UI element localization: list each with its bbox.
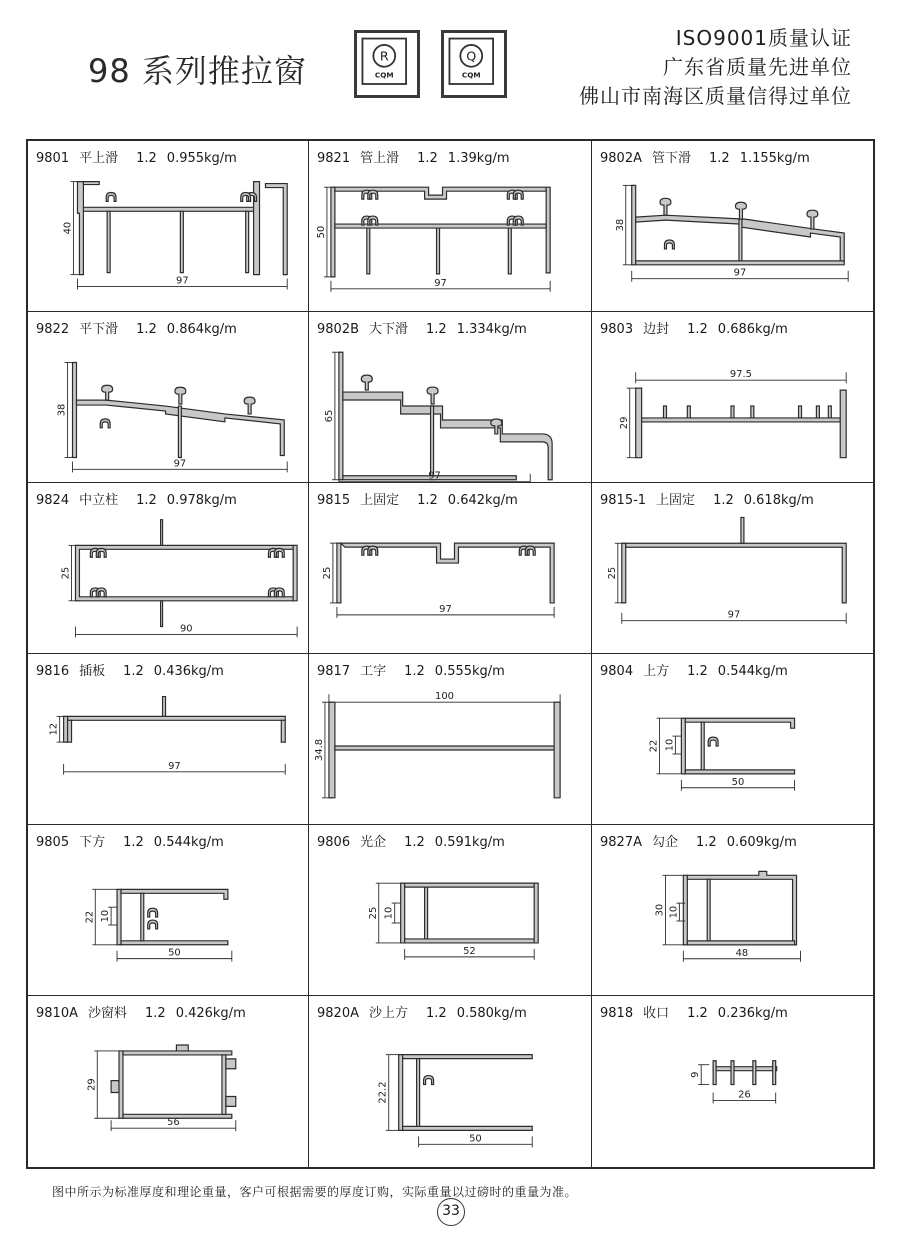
profile-section (121, 889, 228, 899)
profile-thickness: 1.2 (426, 1006, 447, 1021)
profile-header (600, 318, 798, 337)
runner-rib (807, 210, 818, 229)
height-dimension-label: 22 (84, 910, 96, 924)
profile-code: 9804 (600, 664, 634, 679)
profile-header (600, 1002, 798, 1021)
clip-hook (241, 192, 251, 201)
profile-header (36, 1002, 256, 1021)
profile-section (265, 184, 287, 275)
profile-header (36, 318, 247, 337)
profile-cell (592, 312, 873, 483)
profile-section (141, 893, 144, 940)
profile-name: 平下滑 (79, 322, 119, 337)
profile-weight: 0.436kg/m (153, 664, 224, 679)
profile-weight: 0.544kg/m (153, 835, 224, 850)
profile-section (163, 697, 166, 717)
width-dimension-label: 50 (731, 776, 745, 788)
runner-rib (361, 375, 372, 390)
profile-section (176, 1045, 188, 1051)
profile-section (73, 363, 77, 458)
profile-drawing (28, 1022, 308, 1167)
profile-header (317, 660, 515, 679)
profile-section (68, 716, 286, 720)
certifications (579, 24, 852, 111)
height-dimension-label: 22.2 (377, 1081, 389, 1104)
profile-section (840, 390, 846, 458)
profile-name: 收口 (643, 1006, 670, 1021)
profile-weight: 0.955kg/m (166, 151, 237, 166)
inner-dimension-label: 10 (664, 738, 676, 752)
profile-name: 光企 (360, 835, 387, 850)
width-dimension-label: 50 (469, 1133, 482, 1145)
profile-cell (28, 141, 309, 312)
profile-header (317, 831, 515, 850)
profile-cell (309, 312, 592, 483)
profile-drawing (309, 1022, 591, 1167)
profile-weight: 0.580kg/m (456, 1006, 527, 1021)
profile-cell (28, 654, 309, 825)
profile-code: 9810A (36, 1006, 78, 1021)
logo-caption: CQM (461, 70, 481, 80)
profile-drawing (592, 167, 873, 311)
profile-section (713, 1061, 716, 1085)
profile-cell (309, 825, 592, 996)
logo-caption: CQM (374, 70, 394, 80)
profile-cell (309, 483, 592, 654)
profile-section (683, 875, 687, 945)
profile-thickness: 1.2 (123, 664, 144, 679)
profile-thickness: 1.2 (687, 1006, 708, 1021)
profile-code: 9827A (600, 835, 642, 850)
height-dimension-label: 25 (321, 566, 333, 580)
profile-drawing (28, 851, 308, 995)
profile-drawing (28, 338, 308, 482)
height-dimension-label: 30 (654, 903, 666, 917)
clip-hook (148, 920, 158, 929)
profile-section (687, 406, 690, 418)
clip-hook (106, 192, 116, 201)
profile-section (773, 1061, 776, 1085)
profile-thickness: 1.2 (687, 322, 708, 337)
profile-section (107, 211, 110, 272)
profile-section (367, 228, 370, 274)
inner-dimension-label: 10 (668, 905, 680, 919)
profile-name: 勾企 (651, 835, 678, 850)
profile-section (739, 219, 742, 261)
clip-hook (274, 588, 284, 597)
clip-hook (100, 419, 110, 428)
profile-section (731, 1061, 734, 1085)
profile-section (437, 228, 440, 274)
profile-weight: 1.39kg/m (447, 151, 510, 166)
profile-code: 9801 (36, 151, 70, 166)
profile-cell (309, 996, 592, 1167)
height-dimension-label: 38 (614, 218, 626, 232)
profile-name: 上固定 (360, 493, 400, 508)
profile-section (632, 185, 636, 264)
profile-section (687, 871, 796, 944)
runner-rib (102, 385, 113, 400)
profile-weight: 0.642kg/m (447, 493, 518, 508)
width-dimension-label: 97 (173, 458, 187, 470)
page-number: 33 (437, 1198, 465, 1226)
profile-section (399, 1055, 403, 1131)
profile-header (317, 1002, 537, 1021)
profile-code: 9802B (317, 322, 360, 337)
clip-hook (274, 548, 284, 557)
profile-cell (592, 996, 873, 1167)
profile-section (335, 746, 554, 750)
height-dimension-label: 65 (323, 409, 335, 423)
profile-weight: 0.686kg/m (717, 322, 788, 337)
profile-section (622, 543, 626, 603)
cert-line: ISO9001质量认证 (675, 26, 852, 50)
profile-section (337, 543, 341, 603)
width-dimension-label: 97 (733, 267, 747, 279)
cqm-r-logo (354, 30, 420, 98)
profile-name: 沙窗料 (87, 1006, 127, 1021)
profile-drawing (592, 680, 873, 824)
profile-name: 上固定 (656, 493, 696, 508)
profile-name: 管下滑 (651, 151, 691, 166)
profile-section (119, 1051, 123, 1118)
profile-code: 9818 (600, 1006, 634, 1021)
profile-code: 9806 (317, 835, 351, 850)
profile-header (600, 147, 820, 166)
width-dimension-label: 97 (168, 760, 181, 772)
profile-header (36, 660, 234, 679)
profile-code: 9816 (36, 664, 70, 679)
profile-thickness: 1.2 (136, 151, 157, 166)
profile-section (642, 418, 841, 422)
clip-hook (148, 908, 158, 917)
profile-section (68, 720, 72, 742)
height-dimension-label: 12 (48, 722, 60, 736)
profile-weight: 0.591kg/m (434, 835, 505, 850)
profile-name: 平上滑 (79, 151, 119, 166)
runner-rib (427, 387, 438, 404)
profile-thickness: 1.2 (404, 664, 425, 679)
profile-cell (309, 141, 592, 312)
logo-letter: R (379, 48, 389, 64)
width-dimension-label: 100 (435, 691, 455, 703)
clip-hook (424, 1076, 434, 1085)
profile-section (753, 1061, 756, 1085)
profile-drawing (309, 509, 591, 653)
profile-code: 9822 (36, 322, 70, 337)
profile-section (64, 716, 68, 742)
profile-code: 9815-1 (600, 493, 647, 508)
width-dimension-label: 97 (434, 277, 447, 289)
profile-thickness: 1.2 (136, 493, 157, 508)
profile-name: 管上滑 (360, 151, 400, 166)
profile-section (341, 543, 554, 603)
profile-section (343, 392, 552, 480)
clip-hook (525, 546, 535, 555)
profile-header (600, 489, 824, 508)
profile-section (281, 720, 285, 742)
profile-drawing (309, 167, 591, 311)
runner-rib (244, 397, 255, 414)
profile-weight: 0.544kg/m (717, 664, 788, 679)
profile-weight: 0.864kg/m (166, 322, 237, 337)
profile-header (36, 147, 247, 166)
profile-weight: 0.555kg/m (434, 664, 505, 679)
width-dimension-label: 26 (738, 1089, 751, 1101)
profile-name: 插板 (79, 664, 106, 679)
profile-code: 9815 (317, 493, 351, 508)
runner-rib (175, 387, 186, 404)
profile-drawing (309, 851, 591, 995)
profile-section (534, 883, 538, 943)
clip-hook (96, 548, 106, 557)
profile-thickness: 1.2 (709, 151, 730, 166)
profile-weight: 0.618kg/m (743, 493, 814, 508)
profile-section (339, 352, 343, 480)
profile-thickness: 1.2 (426, 322, 447, 337)
width-dimension-label: 97 (439, 603, 452, 615)
profile-header (317, 489, 528, 508)
width-dimension-label: 90 (180, 623, 193, 635)
profile-name: 边封 (643, 322, 670, 337)
profile-cell (28, 825, 309, 996)
profile-section (508, 228, 511, 274)
clip-hook (664, 240, 674, 249)
profile-thickness: 1.2 (713, 493, 734, 508)
height-dimension-label: 34.8 (313, 738, 325, 762)
clip-hook (513, 190, 523, 199)
runner-rib (735, 202, 746, 219)
profile-section (741, 517, 744, 543)
width-dimension-label: 48 (735, 947, 749, 959)
profile-section (161, 520, 163, 627)
profile-section (329, 702, 335, 798)
profile-code: 9805 (36, 835, 70, 850)
profile-cell (28, 996, 309, 1167)
profile-drawing (592, 509, 873, 653)
profile-cell (309, 654, 592, 825)
width-dimension-label: 97 (176, 275, 189, 287)
profile-section (731, 406, 734, 418)
profile-cell (28, 312, 309, 483)
profile-section (685, 770, 794, 774)
profile-section (713, 1067, 777, 1071)
profile-section (546, 187, 550, 273)
width-dimension-label: 97 (727, 609, 741, 621)
runner-rib (660, 198, 671, 215)
profile-header (317, 318, 537, 337)
profile-section (403, 1055, 533, 1059)
profile-section (121, 941, 228, 945)
profile-cell (592, 654, 873, 825)
logo-letter: Q (466, 48, 477, 64)
profile-code: 9803 (600, 322, 634, 337)
height-dimension-label: 25 (367, 906, 379, 920)
profile-thickness: 1.2 (136, 322, 157, 337)
height-dimension-label: 50 (315, 225, 327, 239)
profile-section (707, 879, 710, 941)
page-title: 98 系列推拉窗 (88, 52, 307, 90)
profile-section (799, 406, 802, 418)
height-dimension-label: 22 (648, 739, 660, 753)
profile-section (331, 187, 335, 277)
profile-weight: 0.978kg/m (166, 493, 237, 508)
profile-cell (592, 483, 873, 654)
profile-name: 沙上方 (368, 1006, 408, 1021)
profile-section (554, 702, 560, 798)
profile-section (431, 406, 434, 480)
profile-header (36, 489, 247, 508)
profile-section (111, 1081, 119, 1093)
profile-section (626, 543, 846, 603)
profile-section (701, 722, 704, 770)
height-dimension-label: 29 (618, 416, 630, 430)
profile-section (83, 182, 99, 185)
profile-name: 上方 (643, 664, 670, 679)
profile-section (401, 883, 405, 943)
width-dimension-label: 50 (168, 947, 181, 959)
profile-section (75, 545, 293, 600)
profile-weight: 0.426kg/m (175, 1006, 246, 1021)
profile-section (405, 939, 535, 943)
height-dimension-label: 9 (690, 1071, 702, 1078)
profile-weight: 1.155kg/m (739, 151, 810, 166)
width-dimension-label: 97.5 (729, 369, 752, 381)
profile-drawing (309, 680, 591, 824)
cert-line: 广东省质量先进单位 (663, 55, 852, 79)
inner-dimension-label: 10 (383, 906, 395, 920)
height-dimension-label: 38 (56, 403, 68, 417)
profile-cell (592, 825, 873, 996)
footnote: 图中所示为标准厚度和理论重量，客户可根据需要的厚度订购，实际重量以过磅时的重量为准。 (52, 1185, 578, 1199)
profile-section (246, 211, 249, 272)
profile-header (36, 831, 234, 850)
clip-hook (368, 546, 378, 555)
width-dimension-label: 52 (463, 945, 476, 957)
cqm-q-logo (441, 30, 507, 98)
width-dimension-label: 97 (428, 470, 441, 482)
profile-drawing (28, 680, 308, 824)
clip-hook (96, 588, 106, 597)
profile-section (828, 406, 831, 418)
cert-line: 佛山市南海区质量信得过单位 (579, 84, 852, 108)
profile-code: 9824 (36, 493, 70, 508)
profile-code: 9821 (317, 151, 351, 166)
profile-drawing (28, 167, 308, 311)
profile-section (751, 406, 754, 418)
profile-drawing (28, 509, 308, 653)
height-dimension-label: 25 (60, 566, 72, 580)
profile-thickness: 1.2 (687, 664, 708, 679)
profile-drawing (309, 338, 591, 482)
profile-section (425, 887, 428, 939)
profile-drawing (592, 851, 873, 995)
profile-cell (28, 483, 309, 654)
profile-section (180, 211, 183, 272)
profile-cell (592, 141, 873, 312)
profile-section (77, 182, 259, 275)
profile-thickness: 1.2 (404, 835, 425, 850)
profile-drawing (592, 1022, 873, 1167)
profile-name: 大下滑 (369, 322, 409, 337)
profile-code: 9817 (317, 664, 351, 679)
height-dimension-label: 25 (606, 566, 618, 580)
profile-name: 下方 (79, 835, 106, 850)
profile-section (681, 718, 685, 774)
profile-header (600, 831, 807, 850)
height-dimension-label: 40 (62, 221, 74, 235)
profile-drawing (592, 338, 873, 482)
profile-name: 中立柱 (79, 493, 119, 508)
profile-section (417, 1059, 420, 1127)
profile-header (600, 660, 798, 679)
profile-thickness: 1.2 (417, 151, 438, 166)
height-dimension-label: 29 (86, 1078, 98, 1091)
profile-section (403, 1126, 533, 1130)
profile-weight: 0.609kg/m (726, 835, 797, 850)
profile-section (117, 889, 121, 944)
profile-section (663, 406, 666, 418)
profile-header (317, 147, 520, 166)
inner-dimension-label: 10 (100, 909, 112, 923)
profile-section (816, 406, 819, 418)
profile-thickness: 1.2 (696, 835, 717, 850)
profile-name: 工字 (360, 664, 387, 679)
width-dimension-label: 56 (167, 1117, 180, 1129)
profile-section (226, 1059, 236, 1106)
profile-thickness: 1.2 (417, 493, 438, 508)
profile-section (293, 545, 297, 600)
profile-thickness: 1.2 (145, 1006, 166, 1021)
profile-section (687, 941, 794, 945)
profile-section (178, 406, 181, 457)
profile-weight: 0.236kg/m (717, 1006, 788, 1021)
profile-code: 9802A (600, 151, 642, 166)
profile-grid (26, 139, 875, 1169)
profile-weight: 1.334kg/m (456, 322, 527, 337)
profile-section (405, 883, 535, 887)
profile-code: 9820A (317, 1006, 359, 1021)
clip-hook (708, 737, 718, 746)
profile-section (636, 388, 642, 458)
clip-hook (368, 190, 378, 199)
profile-thickness: 1.2 (123, 835, 144, 850)
